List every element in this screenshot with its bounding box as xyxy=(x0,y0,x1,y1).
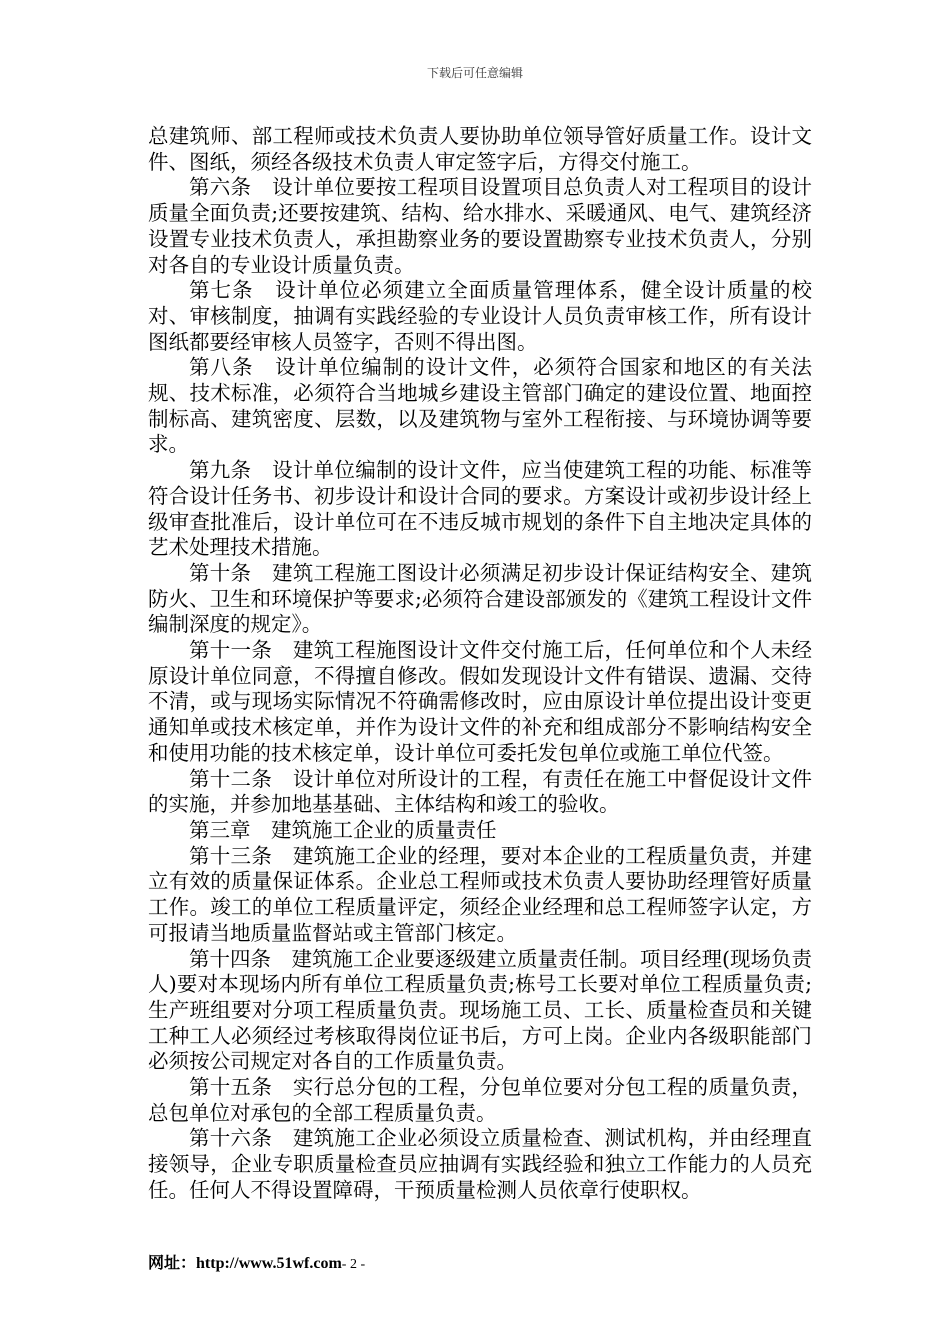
page-number: - 2 - xyxy=(341,1257,366,1272)
paragraph: 第十条 建筑工程施工图设计必须满足初步设计保证结构安全、建筑防火、卫生和环境保护等要求;必须符合建设部颁发的《建筑工程设计文件编制深度的规定》。 xyxy=(148,560,812,637)
paragraph: 第十三条 建筑施工企业的经理，要对本企业的工程质量负责，并建立有效的质量保证体系。企业总工程师或技术负责人要协助经理管好质量工作。竣工的单位工程质量评定，须经企业经理和总工程师签字认定，方可报请当地质量监督站或主管部门核定。 xyxy=(148,843,812,945)
paragraph: 第九条 设计单位编制的设计文件，应当使建筑工程的功能、标准等符合设计任务书、初步设计和设计合同的要求。方案设计或初步设计经上级审查批准后，设计单位可在不违反城市规划的条件下自主地决定具体的艺术处理技术措施。 xyxy=(148,458,812,560)
paragraph: 第八条 设计单位编制的设计文件，必须符合国家和地区的有关法规、技术标准，必须符合当地城乡建设主管部门确定的建设位置、地面控制标高、建筑密度、层数，以及建筑物与室外工程衔接、与环境协调等要求。 xyxy=(148,355,812,457)
footer-url[interactable]: http://www.51wf.com xyxy=(196,1255,342,1272)
footer-label: 网址： xyxy=(148,1253,197,1272)
paragraph: 第三章 建筑施工企业的质量责任 xyxy=(189,817,497,842)
paragraph: 第十五条 实行总分包的工程，分包单位要对分包工程的质量负责，总包单位对承包的全部工程质量负责。 xyxy=(148,1075,812,1125)
page-footer xyxy=(148,1250,365,1273)
page-header: 下载后可任意编辑 xyxy=(426,66,523,80)
paragraph: 总建筑师、部工程师或技术负责人要协助单位领导管好质量工作。设计文件、图纸，须经各级技术负责人审定签字后，方得交付施工。 xyxy=(148,124,812,174)
paragraph: 第七条 设计单位必须建立全面质量管理体系，健全设计质量的校对、审核制度，抽调有实践经验的专业设计人员负责审核工作，所有设计图纸都要经审核人员签字，否则不得出图。 xyxy=(148,278,812,354)
paragraph: 第十六条 建筑施工企业必须设立质量检查、测试机构，并由经理直接领导，企业专职质量检查员应抽调有实践经验和独立工作能力的人员充任。任何人不得设置障碍，干预质量检测人员依章行使职权。 xyxy=(148,1126,812,1202)
paragraph: 第六条 设计单位要按工程项目设置项目总负责人对工程项目的设计质量全面负责;还要按建筑、结构、给水排水、采暖通风、电气、建筑经济设置专业技术负责人，承担勘察业务的要设置勘察专业技术负责人，分别对各自的专业设计质量负责。 xyxy=(148,175,812,277)
paragraph: 第十四条 建筑施工企业要逐级建立质量责任制。项目经理(现场负责人)要对本现场内所有单位工程质量负责;栋号工长要对单位工程质量负责;生产班组要对分项工程质量负责。现场施工员、工长、质量检查员和关键工种工人必须经过考核取得岗位证书后，方可上岗。企业内各级职能部门必须按公司规定对各自的工作质量负责。 xyxy=(148,946,812,1074)
paragraph: 第十二条 设计单位对所设计的工程，有责任在施工中督促设计文件的实施，并参加地基基础、主体结构和竣工的验收。 xyxy=(148,766,812,817)
paragraph: 第十一条 建筑工程施图设计文件交付施工后，任何单位和个人未经原设计单位同意，不得擅自修改。假如发现设计文件有错误、遗漏、交待不清，或与现场实际情况不符确需修改时，应由原设计单位提出设计变更通知单或技术核定单，并作为设计文件的补充和组成部分不影响结构安全和使用功能的技术核定单，设计单位可委托发包单位或施工单位代签。 xyxy=(148,638,812,765)
document-body xyxy=(148,124,812,1204)
